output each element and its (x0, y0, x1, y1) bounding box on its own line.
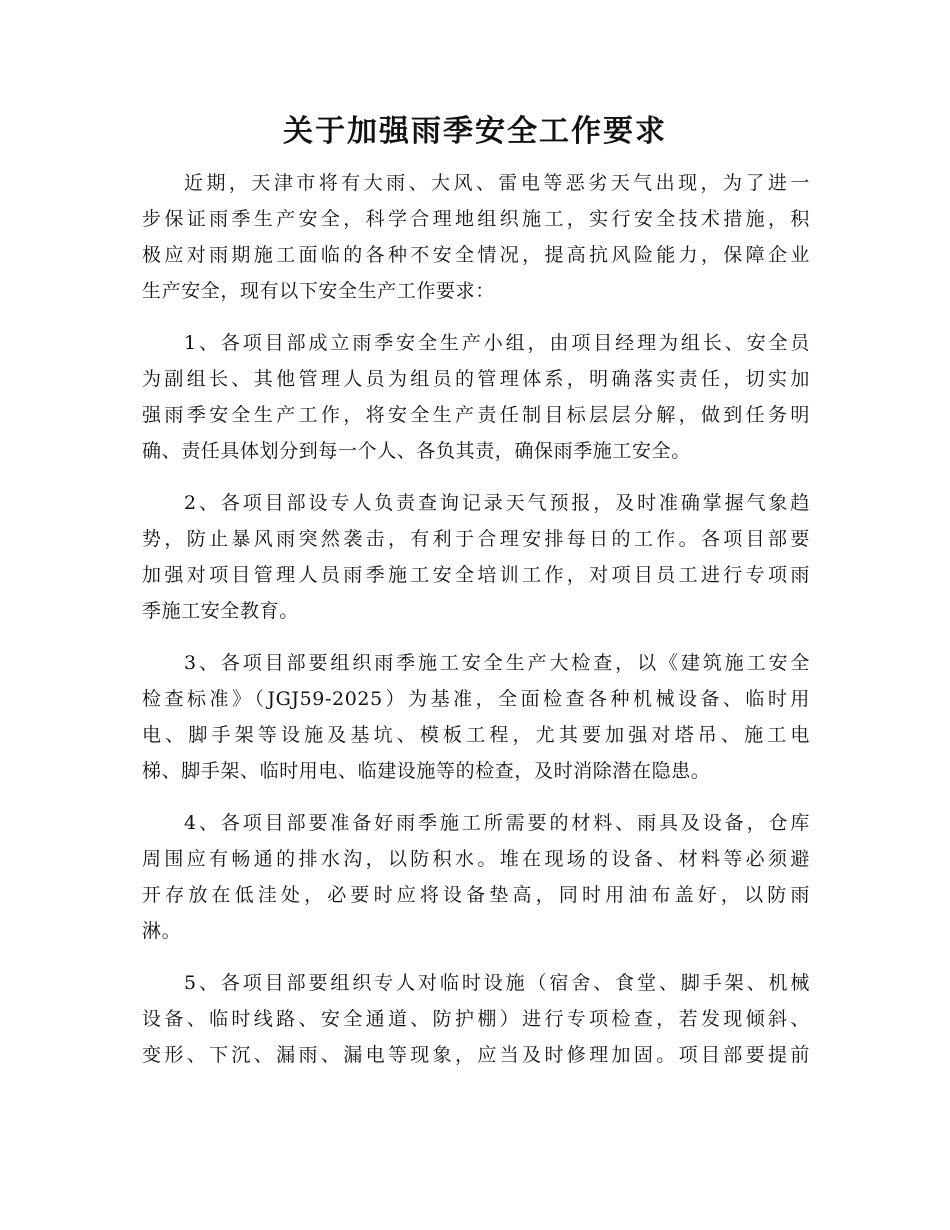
paragraph-line: 加强对项目管理人员雨季施工安全培训工作，对项目员工进行专项雨 (142, 564, 810, 586)
paragraph-line: 淋。 (142, 920, 182, 942)
paragraph-item-2 (142, 485, 810, 629)
paragraph-line: 4、各项目部要准备好雨季施工所需要的材料、雨具及设备，仓库 (184, 812, 810, 834)
paragraph-line: 1、各项目部成立雨季安全生产小组，由项目经理为组长、安全员 (184, 332, 810, 354)
document-title: 关于加强雨季安全工作要求 (283, 114, 667, 149)
paragraph-line: 势，防止暴风雨突然袭击，有利于合理安排每日的工作。各项目部要 (142, 528, 810, 550)
paragraph-item-1 (142, 325, 810, 469)
paragraph-line: 3、各项目部要组织雨季施工安全生产大检查，以《建筑施工安全 (184, 652, 810, 674)
paragraph-line: 电、脚手架等设施及基坑、模板工程，尤其要加强对塔吊、施工电 (142, 724, 810, 746)
paragraph-line: 季施工安全教育。 (142, 600, 299, 622)
paragraph-item-3 (142, 645, 810, 789)
paragraph-line: 极应对雨期施工面临的各种不安全情况，提高抗风险能力，保障企业 (142, 244, 810, 266)
paragraph-line: 确、责任具体划分到每一个人、各负其责，确保雨季施工安全。 (142, 440, 691, 462)
document-body (142, 165, 810, 1089)
paragraph-item-4 (142, 805, 810, 949)
paragraph-intro (142, 165, 810, 309)
paragraph-line: 检查标准》（JGJ59-2025）为基准，全面检查各种机械设备、临时用 (142, 688, 810, 710)
paragraph-line: 步保证雨季生产安全，科学合理地组织施工，实行安全技术措施，积 (142, 208, 810, 230)
paragraph-line: 设备、临时线路、安全通道、防护棚）进行专项检查，若发现倾斜、 (142, 1008, 810, 1030)
paragraph-line: 5、各项目部要组织专人对临时设施（宿舍、食堂、脚手架、机械 (184, 972, 810, 994)
paragraph-line: 梯、脚手架、临时用电、临建设施等的检查，及时消除潜在隐患。 (142, 760, 711, 782)
paragraph-line: 强雨季安全生产工作，将安全生产责任制目标层层分解，做到任务明 (142, 404, 810, 426)
paragraph-item-5 (142, 965, 810, 1073)
paragraph-line: 周围应有畅通的排水沟，以防积水。堆在现场的设备、材料等必须避 (142, 848, 810, 870)
paragraph-line: 2、各项目部设专人负责查询记录天气预报，及时准确掌握气象趋 (184, 492, 810, 514)
paragraph-line: 为副组长、其他管理人员为组员的管理体系，明确落实责任，切实加 (142, 368, 810, 390)
paragraph-line: 近期，天津市将有大雨、大风、雷电等恶劣天气出现，为了进一 (184, 172, 810, 194)
paragraph-line: 开存放在低洼处，必要时应将设备垫高，同时用油布盖好，以防雨 (142, 884, 810, 906)
paragraph-line: 变形、下沉、漏雨、漏电等现象，应当及时修理加固。项目部要提前 (142, 1044, 810, 1066)
paragraph-line: 生产安全，现有以下安全生产工作要求： (142, 280, 495, 302)
